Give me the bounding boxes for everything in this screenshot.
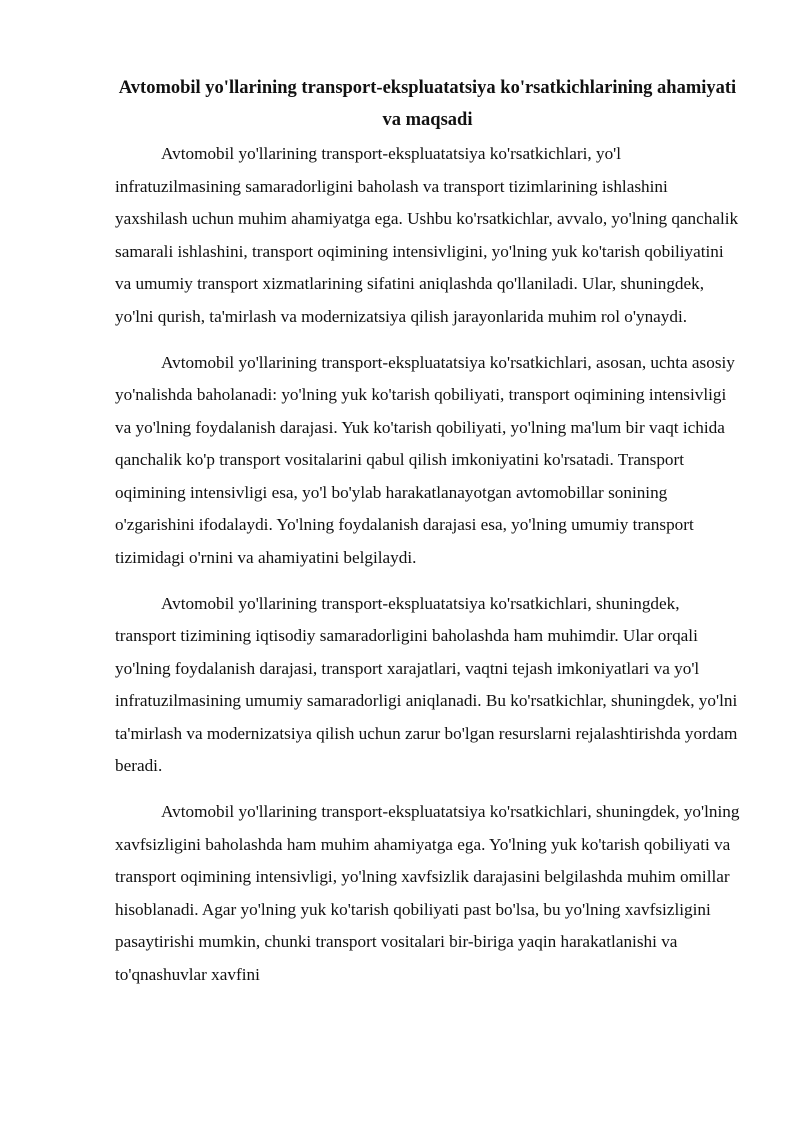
document-title: Avtomobil yo'llarining transport-ekspluatatsiya ko'rsatkichlarining ahamiyati va maqsadi — [118, 78, 737, 130]
paragraph-1: Avtomobil yo'llarining transport-ekspluatatsiya ko'rsatkichlari, yo'l infratuzilmasining samaradorligini baholash va transport tizimlarining ishlashini yaxshilash uchun muhim ahamiyatga ega. Ushbu ko'rsatkichlar, avvalo, yo'lning qanchalik samarali ishlashini, transport oqimining intensivligini, yo'lning yuk ko'tarish qobiliyatini va umumiy transport xizmatlarining sifatini aniqlashda qo'llaniladi. Ular, shuningdek, yo'lni qurish, ta'mirlash va modernizatsiya qilish jarayonlarida muhim rol o'ynaydi. — [115, 144, 739, 326]
paragraph-3: Avtomobil yo'llarining transport-ekspluatatsiya ko'rsatkichlari, shuningdek, transport tizimining iqtisodiy samaradorligini baholashda ham muhimdir. Ular orqali yo'lning foydalanish darajasi, transport xarajatlari, vaqtni tejash imkoniyatlari va yo'l infratuzilmasining umumiy samaradorligi aniqlanadi. Bu ko'rsatkichlar, shuningdek, yo'lni ta'mirlash va modernizatsiya qilish uchun zarur bo'lgan resurslarni rejalashtirishda yordam beradi. — [115, 593, 738, 776]
paragraph-2: Avtomobil yo'llarining transport-ekspluatatsiya ko'rsatkichlari, asosan, uchta asosiy yo'nalishda baholanadi: yo'lning yuk ko'tarish qobiliyati, transport oqimining intensivligi va yo'lning foydalanish darajasi. Yuk ko'tarish qobiliyati, yo'lning ma'lum bir vaqt ichida qanchalik ko'p transport vositalarini qabul qilish imkoniyatini ko'rsatadi. Transport oqimining intensivligi esa, yo'l bo'ylab harakatlanayotgan avtomobillar sonining o'zgarishini ifodalaydi. Yo'lning foydalanish darajasi esa, yo'lning umumiy transport tizimidagi o'rnini va ahamiyatini belgilaydi. — [115, 352, 735, 567]
document-page — [115, 72, 740, 1005]
paragraph-4: Avtomobil yo'llarining transport-ekspluatatsiya ko'rsatkichlari, shuningdek, yo'lning xavfsizligini baholashda ham muhim ahamiyatga ega. Yo'lning yuk ko'tarish qobiliyati va transport oqimining intensivligi, yo'lning xavfsizlik darajasini belgilashda muhim omillar hisoblanadi. Agar yo'lning yuk ko'tarish qobiliyati past bo'lsa, bu yo'lning xavfsizligini pasaytirishi mumkin, chunki transport vositalari bir-biriga yaqin harakatlanishi va to'qnashuvlar xavfini — [115, 802, 740, 984]
